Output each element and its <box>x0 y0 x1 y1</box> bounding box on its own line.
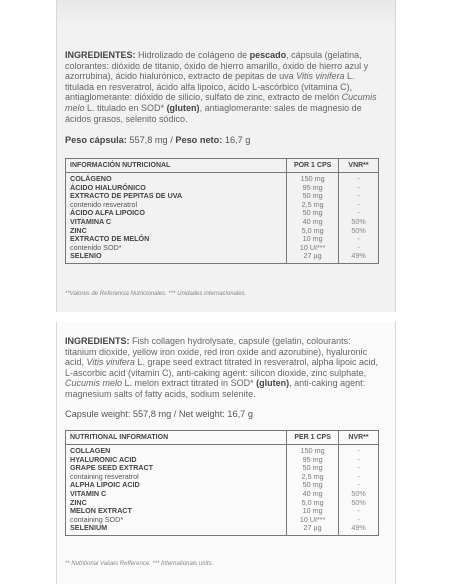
latin-name: Vitis vinifera <box>86 357 135 368</box>
nutrient-value: 40 mg <box>287 490 339 499</box>
col-header-per: POR 1 CPS <box>287 159 339 173</box>
nutrient-value: 50 mg <box>287 464 339 473</box>
nutrient-name: VITAMINA C <box>66 218 287 227</box>
nutrient-value: 2,5 mg <box>287 473 339 482</box>
nutrient-ref: - <box>339 201 379 210</box>
english-label-panel <box>56 322 396 584</box>
table-row <box>66 490 379 499</box>
nutrient-ref: 50% <box>339 218 379 227</box>
nutrient-value: 27 µg <box>287 252 339 263</box>
nutrient-ref: - <box>339 456 379 465</box>
ingredients-label-en: INGREDIENTS: <box>65 336 130 346</box>
ingredients-part: L. titulado en SOD* <box>84 102 167 113</box>
allergen-gluten: (gluten) <box>256 378 290 389</box>
nutrient-value: 50 mg <box>287 209 339 218</box>
ingredients-label-es: INGREDIENTES: <box>65 50 136 60</box>
table-header <box>66 159 379 173</box>
nutrient-name: ÁCIDO ALFA LIPOICO <box>66 209 287 218</box>
nutrient-name: ALPHA LIPOIC ACID <box>66 481 287 490</box>
nutrient-name: containing resveratrol <box>66 473 287 482</box>
nutrient-name: ÁCIDO HIALURÓNICO <box>66 184 287 193</box>
weight-line-en: Capsule weight: 557,8 mg / Net weight: 16,7 g <box>65 409 253 419</box>
ingredients-part: L. grape seed extract titrated in resveratrol, alpha lipoic acid, L-ascorbic acid (vitamin C), anti-caking agent: silicon dioxide, zinc sulphate, <box>65 357 379 378</box>
nutrient-ref: - <box>339 244 379 253</box>
ingredients-part: Hidrolizado de colágeno de <box>135 50 250 60</box>
net-weight-label: Peso neto: <box>175 135 223 145</box>
nutrient-value: 150 mg <box>287 445 339 456</box>
capsule-weight-value: 557,8 mg / <box>126 135 176 145</box>
nutrient-value: 27 µg <box>287 524 339 535</box>
ingredients-part: L. melon extract titrated in SOD* <box>122 378 257 389</box>
col-header-ref: VNR** <box>339 159 379 173</box>
table-row <box>66 252 379 263</box>
nutrient-value: 10 UI*** <box>287 516 339 525</box>
nutrient-ref: - <box>339 481 379 490</box>
weight-line-es <box>65 135 250 145</box>
latin-name: Cucumis melo <box>65 92 377 113</box>
nutrient-name: COLÁGENO <box>66 173 287 184</box>
nutrient-ref: 49% <box>339 524 379 535</box>
latin-name: Cucumis melo <box>65 378 123 389</box>
allergen-gluten: (gluten) <box>166 102 200 113</box>
nutrient-name: SELENIO <box>66 252 287 263</box>
nutrient-ref: 50% <box>339 490 379 499</box>
nutrient-value: 50 mg <box>287 192 339 201</box>
nutrient-name: SELENIUM <box>66 524 287 535</box>
capsule-weight-label: Peso cápsula: <box>65 135 127 145</box>
nutrient-ref: - <box>339 173 379 184</box>
nutrient-name: ZINC <box>66 227 287 236</box>
top-shadow <box>57 0 395 28</box>
ingredients-part: , antiaglomerante: sales de magnesio de ácidos grasos, selenito sódico. <box>65 102 362 124</box>
nutrient-ref: - <box>339 473 379 482</box>
footnote-es: **Valores de Referencia Nutricionales. *** Unidades internacionales. <box>65 291 247 297</box>
nutrition-table-en <box>65 430 379 536</box>
col-header-name: INFORMACIÓN NUTRICIONAL <box>66 159 287 173</box>
table-row <box>66 218 379 227</box>
ingredients-part: , anti-caking agent: magnesium salts of fatty acids, sodium selenite. <box>65 378 366 399</box>
table-row <box>66 173 379 184</box>
nutrient-name: containing SOD* <box>66 516 287 525</box>
table-header <box>66 431 379 445</box>
nutrient-name: VITAMIN C <box>66 490 287 499</box>
ingredients-part: , cápsula (gelatina, colorantes: dióxido de titanio, óxido de hierro amarillo, óxido de hierro azul y azorrubina), ácido hialurónico, extracto de pepitas de uva <box>65 50 369 82</box>
nutrient-name: contenido SOD* <box>66 244 287 253</box>
nutrient-value: 95 mg <box>287 184 339 193</box>
col-header-name: NUTRITIONAL INFORMATION <box>66 431 287 445</box>
nutrient-name: MELON EXTRACT <box>66 507 287 516</box>
nutrient-value: 5,0 mg <box>287 227 339 236</box>
nutrient-ref: 49% <box>339 252 379 263</box>
ingredients-part: L. titulada en resveratrol, ácido alfa lipoico, ácido L-ascórbico (vitamina C), antiaglomerante: dióxido de silicio, sulfato de zinc, extracto de melón <box>65 71 355 103</box>
nutrient-value: 5,0 mg <box>287 499 339 508</box>
ingredients-text-en <box>65 336 383 400</box>
col-header-per: PER 1 CPS <box>287 431 339 445</box>
nutrient-value: 150 mg <box>287 173 339 184</box>
table-row <box>66 524 379 535</box>
net-weight-value: 16,7 g <box>222 135 251 145</box>
table-row <box>66 481 379 490</box>
nutrient-value: 10 UI*** <box>287 244 339 253</box>
nutrient-ref: - <box>339 445 379 456</box>
nutrition-table-es <box>65 158 379 264</box>
table-row <box>66 244 379 253</box>
nutrient-name: GRAPE SEED EXTRACT <box>66 464 287 473</box>
table-row <box>66 445 379 456</box>
ingredients-part: Fish collagen hydrolysate, capsule (gelatin, colourants: titanium dioxide, yellow iron oxide, red iron oxide and azorubine), hyaluronic acid, <box>65 336 368 368</box>
nutrient-name: COLLAGEN <box>66 445 287 456</box>
nutrient-name: HYALURONIC ACID <box>66 456 287 465</box>
nutrient-ref: - <box>339 464 379 473</box>
nutrient-ref: 50% <box>339 227 379 236</box>
latin-name: Vitis vinifera <box>296 71 345 82</box>
table-row <box>66 209 379 218</box>
ingredients-text-es <box>65 50 383 124</box>
nutrient-value: 95 mg <box>287 456 339 465</box>
nutrient-name: EXTRACTO DE MELÓN <box>66 235 287 244</box>
nutrient-ref: - <box>339 507 379 516</box>
nutrient-value: 2,5 mg <box>287 201 339 210</box>
nutrient-name: EXTRACTO DE PEPITAS DE UVA <box>66 192 287 201</box>
footnote-en: ** Nutritional Values Refference. *** Internationals units. <box>65 561 214 567</box>
nutrient-value: 10 mg <box>287 235 339 244</box>
col-header-ref: NVR** <box>339 431 379 445</box>
nutrient-ref: - <box>339 192 379 201</box>
table-row <box>66 516 379 525</box>
nutrient-value: 50 mg <box>287 481 339 490</box>
allergen-fish: pescado <box>249 50 287 60</box>
nutrient-ref: - <box>339 516 379 525</box>
nutrient-value: 10 mg <box>287 507 339 516</box>
nutrient-value: 40 mg <box>287 218 339 227</box>
spanish-label-panel <box>56 0 396 312</box>
nutrient-name: contenido resveratrol <box>66 201 287 210</box>
nutrient-ref: - <box>339 235 379 244</box>
nutrient-ref: - <box>339 184 379 193</box>
nutrient-ref: 50% <box>339 499 379 508</box>
nutrient-ref: - <box>339 209 379 218</box>
nutrient-name: ZINC <box>66 499 287 508</box>
